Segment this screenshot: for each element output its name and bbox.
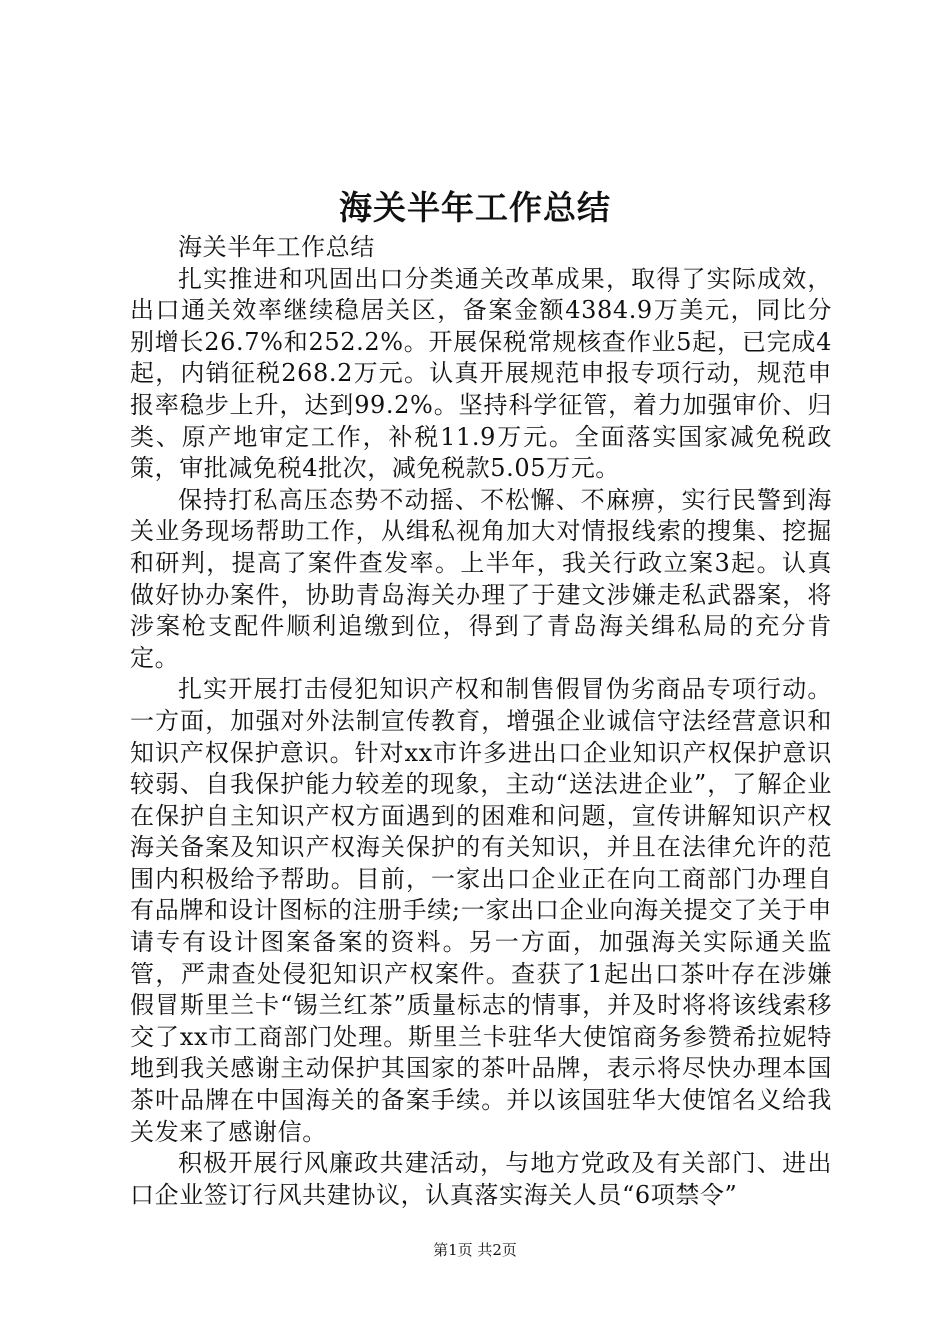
paragraph-intellectual-property: 扎实开展打击侵犯知识产权和制售假冒伪劣商品专项行动。一方面，加强对外法制宣传教育，增强企业诚信守法经营意识和知识产权保护意识。针对xx市许多进出口企业知识产权保护意识较弱、自我保护能力较差的现象，主动“送法进企业”，了解企业在保护自主知识产权方面遇到的困难和问题，宣传讲解知识产权海关备案及知识产权海关保护的有关知识，并且在法律允许的范围内积极给予帮助。目前，一家出口企业正在向工商部门办理自有品牌和设计图标的注册手续;一家出口企业向海关提交了关于申请专有设计图案备案的资料。另一方面，加强海关实际通关监管，严肃查处侵犯知识产权案件。查获了1起出口茶叶存在涉嫌假冒斯里兰卡“锡兰红茶”质量标志的情事，并及时将将该线索移交了xx市工商部门处理。斯里兰卡驻华大使馆商务参赞希拉妮特地到我关感谢主动保护其国家的茶叶品牌，表示将尽快办理本国茶叶品牌在中国海关的备案手续。并以该国驻华大使馆名义给我关发来了感谢信。 — [130, 675, 832, 1146]
document-body — [130, 232, 832, 1211]
paragraph-customs-clearance: 扎实推进和巩固出口分类通关改革成果，取得了实际成效，出口通关效率继续稳居关区，备案金额4384.9万美元，同比分别增长26.7%和252.2%。开展保税常规核查作业5起，已完成4起，内销征税268.2万元。认真开展规范申报专项行动，规范申报率稳步上升，达到99.2%。坚持科学征管，着力加强审价、归类、原产地审定工作，补税11.9万元。全面落实国家减免税政策，审批减免税4批次，减免税款5.05万元。 — [130, 264, 832, 483]
paragraph-anti-smuggling: 保持打私高压态势不动摇、不松懈、不麻痹，实行民警到海关业务现场帮助工作，从缉私视角加大对情报线索的搜集、挖掘和研判，提高了案件查发率。上半年，我关行政立案3起。认真做好协办案件，协助青岛海关办理了于建文涉嫌走私武器案，将涉案枪支配件顺利追缴到位，得到了青岛海关缉私局的充分肯定。 — [130, 485, 832, 672]
subtitle-paragraph: 海关半年工作总结 — [178, 233, 375, 261]
paragraph-integrity-building: 积极开展行风廉政共建活动，与地方党政及有关部门、进出口企业签订行风共建协议，认真落实海关人员“6项禁令” — [130, 1149, 832, 1209]
page-title: 海关半年工作总结 — [339, 188, 611, 227]
page-number-footer: 第1页 共2页 — [433, 1241, 517, 1259]
